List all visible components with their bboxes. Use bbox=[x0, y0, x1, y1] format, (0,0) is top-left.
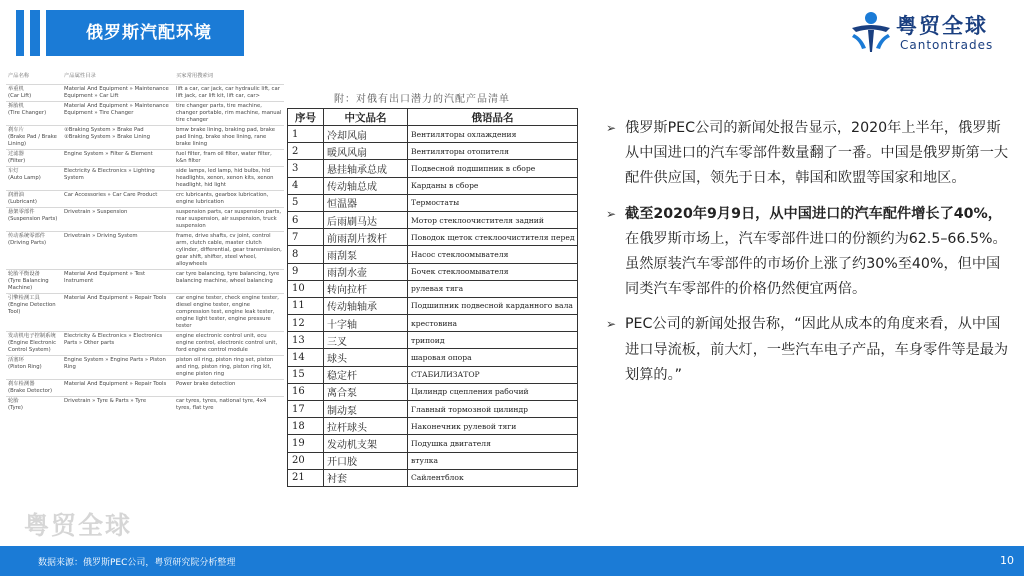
summary-bullets bbox=[606, 116, 1012, 398]
table-cell: 15 bbox=[288, 366, 324, 383]
table-row bbox=[288, 229, 578, 246]
table-row bbox=[6, 101, 284, 125]
table-cell: 离合泵 bbox=[324, 383, 408, 400]
table-cell: 11 bbox=[288, 297, 324, 314]
table-cell: tire changer parts, tire machine, changer portable, rim machine, manual tire changer bbox=[174, 101, 284, 125]
table-cell: lift a car, car jack, car hydraulic lift, car lift jack, car lift kit, lift car, car> bbox=[174, 84, 284, 101]
table-cell: fuel filter, fram oil filter, water filter, k&n filter bbox=[174, 149, 284, 166]
table-cell: Подушка двигателя bbox=[408, 435, 578, 452]
table-cell: 转向拉杆 bbox=[324, 280, 408, 297]
table-row bbox=[6, 293, 284, 331]
table-cell: трипоид bbox=[408, 332, 578, 349]
table-cell: Material And Equipment » Maintenance Equipment » Car Lift bbox=[62, 84, 174, 101]
table-cell: Electricity & Electronics » Electronics Parts » Other parts bbox=[62, 331, 174, 355]
table-cell: 1 bbox=[288, 126, 324, 143]
table-row bbox=[6, 84, 284, 101]
arrow-bullet-icon: ➢ bbox=[606, 121, 617, 135]
table-cell: 19 bbox=[288, 435, 324, 452]
table-cell: crc lubricants, gearbox lubrication, engine lubrication bbox=[174, 190, 284, 207]
table-cell: 后雨刷马达 bbox=[324, 211, 408, 228]
table-cell: 刹车检测器 (Brake Detector) bbox=[6, 379, 62, 396]
page-title: 俄罗斯汽配环境 bbox=[46, 10, 244, 56]
table-cell: 3 bbox=[288, 160, 324, 177]
table-cell: ②Braking System » Brake Pad ②Braking System » Brake Lining bbox=[62, 125, 174, 149]
bullet-text: 俄罗斯PEC公司的新闻处报告显示，2020年上半年，俄罗斯从中国进口的汽车零部件数量翻了一番。中国是俄罗斯第一大配件供应国，领先于日本，韩国和欧盟等国家和地区。 bbox=[625, 120, 1009, 187]
table-cell: 制动泵 bbox=[324, 401, 408, 418]
table-cell: 17 bbox=[288, 401, 324, 418]
table-cell: 引擎检测工具 (Engine Detection Tool) bbox=[6, 293, 62, 331]
table-cell: 悬架零部件 (Suspension Parts) bbox=[6, 207, 62, 231]
column-header: 俄语品名 bbox=[408, 109, 578, 126]
column-header: 序号 bbox=[288, 109, 324, 126]
table-cell: крестовина bbox=[408, 315, 578, 332]
arrow-bullet-icon: ➢ bbox=[606, 317, 617, 332]
table-cell: шаровая опора bbox=[408, 349, 578, 366]
data-source-note: 数据来源：俄罗斯PEC公司，粤贸研究院分析整理 bbox=[38, 558, 236, 568]
table-cell: 举重机 (Car Lift) bbox=[6, 84, 62, 101]
table-cell: 14 bbox=[288, 349, 324, 366]
table-cell: Power brake detection bbox=[174, 379, 284, 396]
table-header-row bbox=[6, 70, 284, 84]
table-cell: 冷却风扇 bbox=[324, 126, 408, 143]
bullet-item bbox=[606, 202, 1012, 303]
table-cell: 球头 bbox=[324, 349, 408, 366]
table-row bbox=[288, 349, 578, 366]
product-keyword-table bbox=[6, 70, 284, 413]
table-row bbox=[288, 452, 578, 469]
table-cell: Вентиляторы отопителя bbox=[408, 143, 578, 160]
table-cell: 18 bbox=[288, 418, 324, 435]
brand-logo bbox=[848, 8, 1018, 58]
table-row bbox=[6, 355, 284, 379]
table-row bbox=[288, 383, 578, 400]
table-row bbox=[288, 469, 578, 486]
table-caption: 附：对俄有出口潜力的汽配产品清单 bbox=[334, 94, 510, 105]
table-cell: Car Accessories » Car Care Product bbox=[62, 190, 174, 207]
table-cell: Material And Equipment » Repair Tools bbox=[62, 293, 174, 331]
table-cell: 车灯 (Auto Lamp) bbox=[6, 166, 62, 190]
table-row bbox=[288, 160, 578, 177]
table-cell: suspension parts, car suspension parts, rear suspension, air suspension, truck suspension bbox=[174, 207, 284, 231]
table-cell: 过滤器 (Filter) bbox=[6, 149, 62, 166]
table-cell: car tyre balancing, tyre balancing, tyre balancing machine, wheel balancing bbox=[174, 269, 284, 293]
table-cell: Бочек стеклоомывателя bbox=[408, 263, 578, 280]
table-cell: 轮胎 (Tyre) bbox=[6, 396, 62, 413]
watermark: 粤贸全球 bbox=[24, 511, 133, 540]
arrow-bullet-icon: ➢ bbox=[606, 206, 617, 221]
table-cell: Material And Equipment » Repair Tools bbox=[62, 379, 174, 396]
table-cell: Термостаты bbox=[408, 194, 578, 211]
table-row bbox=[6, 207, 284, 231]
bullet-bold-text: 截至2020年9月9日，从中国进口的汽车配件增长了40%， bbox=[625, 205, 1002, 222]
table-row bbox=[288, 401, 578, 418]
bullet-item bbox=[606, 116, 1012, 192]
column-header: 产品名称 bbox=[8, 73, 30, 80]
table-cell: 7 bbox=[288, 229, 324, 246]
table-cell: 前雨刮片拨杆 bbox=[324, 229, 408, 246]
table-cell: car engine tester, check engine tester, diesel engine tester, engine compression test, engine leak tester, engine light tester, engine pressure tester bbox=[174, 293, 284, 331]
logo-icon bbox=[848, 8, 894, 54]
table-row bbox=[6, 149, 284, 166]
table-cell: 传动轴总成 bbox=[324, 177, 408, 194]
table-cell: Drivetrain » Suspension bbox=[62, 207, 174, 231]
header-accent-bar bbox=[16, 10, 24, 56]
table-cell: car tyres, tyres, national tyre, 4x4 tyres, flat tyre bbox=[174, 396, 284, 413]
table-cell: piston oil ring, piston ring set, piston and ring, piston ring, piston ring kit, engine piston ring bbox=[174, 355, 284, 379]
table-row bbox=[288, 177, 578, 194]
bullet-item bbox=[606, 312, 1012, 388]
table-cell: Engine System » Filter & Element bbox=[62, 149, 174, 166]
table-cell: втулка bbox=[408, 452, 578, 469]
table-row bbox=[288, 435, 578, 452]
table-cell: Electricity & Electronics » Lighting System bbox=[62, 166, 174, 190]
table-cell: Подшипник подвесной карданного вала bbox=[408, 297, 578, 314]
table-cell: 9 bbox=[288, 263, 324, 280]
table-cell: 16 bbox=[288, 383, 324, 400]
table-cell: 轮胎平衡设备 (Tyre Balancing Machine) bbox=[6, 269, 62, 293]
table-cell: 传动轴轴承 bbox=[324, 297, 408, 314]
table-cell: 三叉 bbox=[324, 332, 408, 349]
table-row bbox=[288, 332, 578, 349]
logo-text-en: Cantontrades bbox=[900, 38, 994, 52]
table-row bbox=[288, 297, 578, 314]
table-cell: 传动系统零部件 (Driving Parts) bbox=[6, 231, 62, 269]
table-row bbox=[6, 331, 284, 355]
table-cell: 开口胶 bbox=[324, 452, 408, 469]
table-row bbox=[288, 143, 578, 160]
bullet-text: 在俄罗斯市场上，汽车零部件进口的份额约为62.5–66.5%。虽然原装汽车零部件的市场价上涨了约30%至40%，但中国同类汽车零部件的价格仍然便宜两倍。 bbox=[625, 230, 1007, 298]
table-cell: Engine System » Engine Parts » Piston Ring bbox=[62, 355, 174, 379]
table-row bbox=[288, 126, 578, 143]
table-row bbox=[288, 246, 578, 263]
page-number: 10 bbox=[1000, 554, 1014, 567]
table-row bbox=[288, 315, 578, 332]
logo-text-cn: 粤贸全球 bbox=[896, 14, 988, 38]
column-header: 买家常用搜索词 bbox=[176, 73, 214, 80]
table-cell: Material And Equipment » Maintenance Equipment » Tire Changer bbox=[62, 101, 174, 125]
bullet-text: PEC公司的新闻处报告称，“因此从成本的角度来看，从中国进口导流板，前大灯，一些汽车电子产品，车身零件等是最为划算的。” bbox=[625, 316, 1009, 383]
table-cell: Карданы в сборе bbox=[408, 177, 578, 194]
table-cell: engine electronic control unit, ecu engine control, electronic control unit, ford engine control module bbox=[174, 331, 284, 355]
table-cell: Material And Equipment » Test Instrument bbox=[62, 269, 174, 293]
table-cell: 暖风风扇 bbox=[324, 143, 408, 160]
footer-bar bbox=[0, 546, 1024, 576]
table-cell: рулевая тяга bbox=[408, 280, 578, 297]
export-product-table bbox=[287, 108, 578, 487]
table-cell: 12 bbox=[288, 315, 324, 332]
table-cell: Насос стеклоомывателя bbox=[408, 246, 578, 263]
table-cell: 十字轴 bbox=[324, 315, 408, 332]
table-cell: 稳定杆 bbox=[324, 366, 408, 383]
table-cell: 润滑油 (Lubricant) bbox=[6, 190, 62, 207]
table-row bbox=[288, 263, 578, 280]
table-row bbox=[6, 231, 284, 269]
table-cell: 雨刮水壶 bbox=[324, 263, 408, 280]
table-row bbox=[6, 269, 284, 293]
table-cell: 发动机电子控制系统 (Engine Electronic Control System) bbox=[6, 331, 62, 355]
table-cell: 2 bbox=[288, 143, 324, 160]
table-cell: 刹车片 (Brake Pad / Brake Lining) bbox=[6, 125, 62, 149]
table-cell: Поводок щеток стеклоочистителя перед bbox=[408, 229, 578, 246]
table-cell: Сайлентблок bbox=[408, 469, 578, 486]
table-cell: frame, drive shafts, cv joint, control arm, clutch cable, master clutch cylinder, differential, gear transmission, gear shift, shifter, steel wheel, alloywheels bbox=[174, 231, 284, 269]
table-cell: 21 bbox=[288, 469, 324, 486]
table-cell: 拆胎机 (Tire Changer) bbox=[6, 101, 62, 125]
table-cell: 20 bbox=[288, 452, 324, 469]
column-header: 中文品名 bbox=[324, 109, 408, 126]
table-cell: 衬套 bbox=[324, 469, 408, 486]
table-row bbox=[6, 166, 284, 190]
table-row bbox=[288, 418, 578, 435]
table-cell: 8 bbox=[288, 246, 324, 263]
table-cell: Drivetrain » Tyre & Parts » Tyre bbox=[62, 396, 174, 413]
table-cell: 6 bbox=[288, 211, 324, 228]
table-row bbox=[6, 396, 284, 413]
table-cell: Главный тормозной цилиндр bbox=[408, 401, 578, 418]
table-row bbox=[6, 125, 284, 149]
table-cell: 4 bbox=[288, 177, 324, 194]
table-cell: Drivetrain » Driving System bbox=[62, 231, 174, 269]
table-row bbox=[288, 194, 578, 211]
table-cell: 发动机支架 bbox=[324, 435, 408, 452]
table-cell: 恒温器 bbox=[324, 194, 408, 211]
table-cell: Мотор стеклоочистителя задний bbox=[408, 211, 578, 228]
column-header: 产品属性目录 bbox=[64, 73, 96, 80]
table-row bbox=[288, 280, 578, 297]
header-accent-bar bbox=[30, 10, 40, 56]
table-row bbox=[6, 379, 284, 396]
table-row bbox=[288, 211, 578, 228]
table-cell: 拉杆球头 bbox=[324, 418, 408, 435]
table-cell: 雨刮泵 bbox=[324, 246, 408, 263]
table-cell: Подвесной подшипник в сборе bbox=[408, 160, 578, 177]
table-cell: Наконечник рулевой тяги bbox=[408, 418, 578, 435]
table-cell: 10 bbox=[288, 280, 324, 297]
table-cell: 5 bbox=[288, 194, 324, 211]
table-cell: 活塞环 (Piston Ring) bbox=[6, 355, 62, 379]
table-cell: Цилиндр сцепления рабочий bbox=[408, 383, 578, 400]
table-cell: bmw brake lining, braking pad, brake pad lining, brake shoe lining, rane brake lining bbox=[174, 125, 284, 149]
table-cell: side lamps, led lamp, hid bulbs, hid headlights, xenon, xenon kits, xenon headlight, hid light bbox=[174, 166, 284, 190]
table-header-row bbox=[288, 109, 578, 126]
table-row bbox=[6, 190, 284, 207]
table-cell: СТАБИЛИЗАТОР bbox=[408, 366, 578, 383]
table-cell: Вентиляторы охлаждения bbox=[408, 126, 578, 143]
table-cell: 13 bbox=[288, 332, 324, 349]
table-row bbox=[288, 366, 578, 383]
table-cell: 悬挂轴承总成 bbox=[324, 160, 408, 177]
